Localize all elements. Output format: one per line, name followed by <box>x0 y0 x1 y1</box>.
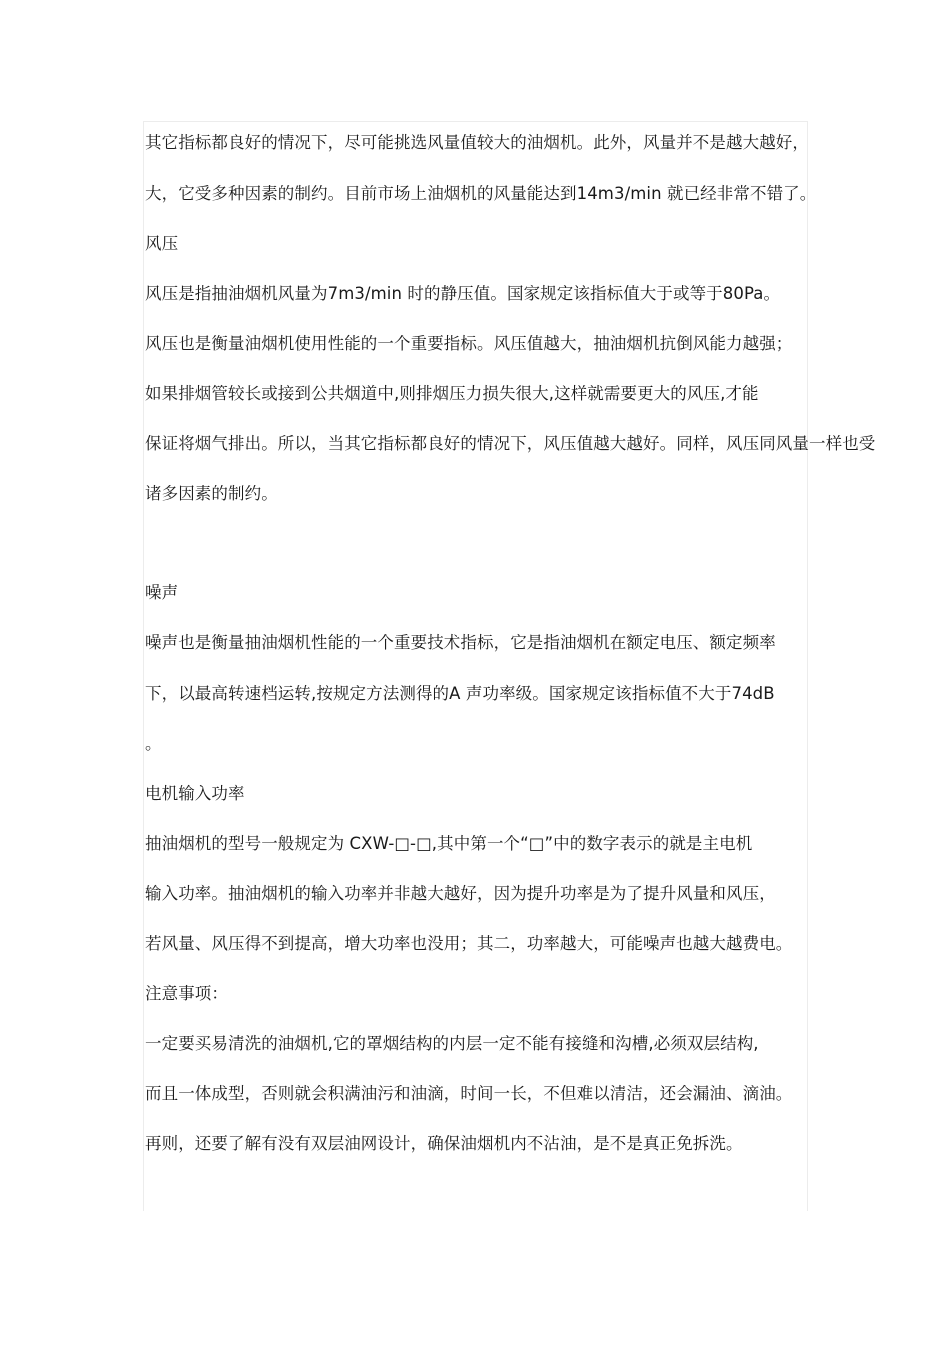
paragraph-line: 噪声也是衡量抽油烟机性能的一个重要技术指标，它是指油烟机在额定电压、额定频率 <box>145 633 776 652</box>
paragraph-line: 一定要买易清洗的油烟机,它的罩烟结构的内层一定不能有接缝和沟槽,必须双层结构, <box>145 1034 759 1053</box>
page-frame-left <box>143 121 144 1211</box>
paragraph-line: 抽油烟机的型号一般规定为 CXW-□-□,其中第一个“□”中的数字表示的就是主电机 <box>145 834 753 853</box>
paragraph-line: 下，以最高转速档运转,按规定方法测得的A 声功率级。国家规定该指标值不大于74dB <box>145 684 775 703</box>
section-heading-notes: 注意事项： <box>145 984 228 1003</box>
paragraph-line: 若风量、风压得不到提高，增大功率也没用；其二，功率越大，可能噪声也越大越费电。 <box>145 934 793 953</box>
paragraph-line: 再则，还要了解有没有双层油网设计，确保油烟机内不沾油，是不是真正免拆洗。 <box>145 1134 743 1153</box>
page-frame-top <box>143 121 808 122</box>
paragraph-line: 如果排烟管较长或接到公共烟道中,则排烟压力损失很大,这样就需要更大的风压,才能 <box>145 384 759 403</box>
paragraph-line: 风压是指抽油烟机风量为7m3/min 时的静压值。国家规定该指标值大于或等于80Pa。 <box>145 284 781 303</box>
paragraph-line: 大，它受多种因素的制约。目前市场上油烟机的风量能达到14m3/min 就已经非常不错了。 <box>145 184 817 203</box>
page-frame-right <box>807 121 808 1211</box>
paragraph-line: 诸多因素的制约。 <box>145 484 278 503</box>
paragraph-line: 保证将烟气排出。所以，当其它指标都良好的情况下，风压值越大越好。同样，风压同风量一样也受 <box>145 434 876 453</box>
paragraph-line: 其它指标都良好的情况下，尽可能挑选风量值较大的油烟机。此外，风量并不是越大越好， <box>145 133 809 152</box>
section-heading-noise: 噪声 <box>145 583 179 602</box>
paragraph-line: 。 <box>145 734 162 753</box>
section-heading-wind-pressure: 风压 <box>145 234 179 253</box>
section-heading-motor-power: 电机输入功率 <box>145 784 245 803</box>
paragraph-line: 输入功率。抽油烟机的输入功率并非越大越好，因为提升功率是为了提升风量和风压， <box>145 884 776 903</box>
paragraph-line: 风压也是衡量油烟机使用性能的一个重要指标。风压值越大，抽油烟机抗倒风能力越强； <box>145 334 793 353</box>
paragraph-line: 而且一体成型，否则就会积满油污和油滴，时间一长，不但难以清洁，还会漏油、滴油。 <box>145 1084 793 1103</box>
